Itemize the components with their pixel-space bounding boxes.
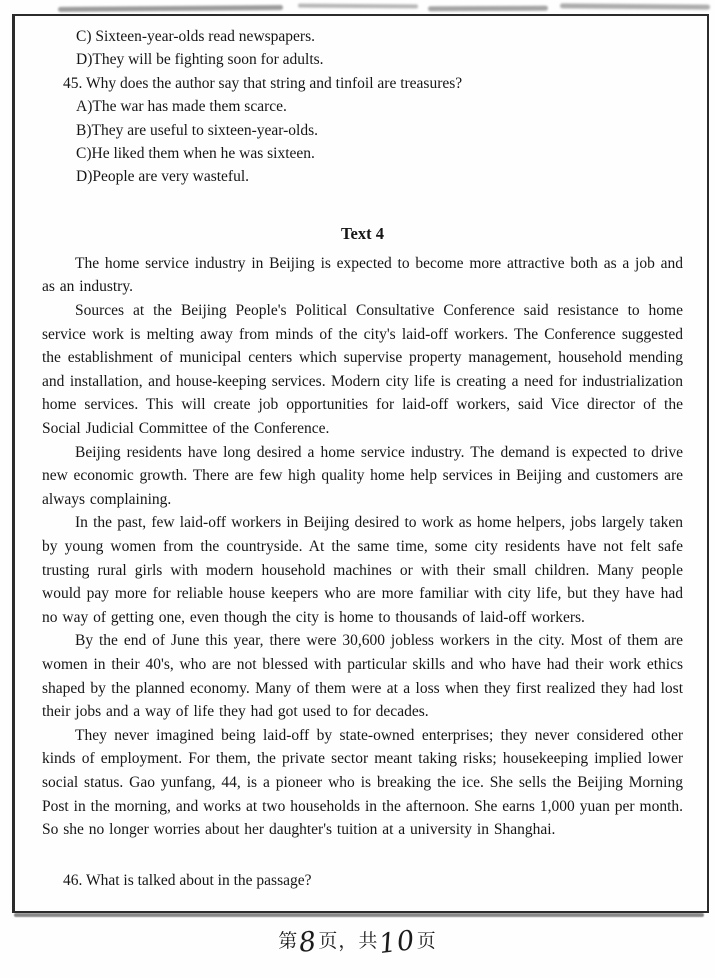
footer-text-prefix: 第: [278, 931, 299, 952]
scan-smudge: [298, 4, 418, 9]
scan-smudge: [58, 5, 283, 12]
passage-paragraph-1: The home service industry in Beijing is expected to become more attractive both as a job and as an industry.: [42, 254, 683, 296]
question-45-option-d: D)People are very wasteful.: [76, 168, 250, 186]
question-46: 46. What is talked about in the passage?: [63, 871, 312, 889]
scan-smudge: [428, 6, 548, 12]
passage-paragraph-4: In the past, few laid-off workers in Beijing desired to work as home helpers, jobs largely taken by young women from the countryside. At the same time, some city residents have not felt safe trusting rural girls with modern household machines or with their small children. Many people would pay more for reliable house keepers who are more familiar with city life, but they have had no way of getting one, even though the city is home to thousands of laid-off workers.: [42, 514, 683, 626]
question-45: 45. Why does the author say that string and tinfoil are treasures?: [63, 74, 463, 92]
passage-paragraph-3: Beijing residents have long desired a home service industry. The demand is expected to drive new economic growth. There are few high quality home help services in Beijing and customers are always complaining.: [42, 443, 683, 508]
question-45-option-c: C)He liked them when he was sixteen.: [76, 145, 315, 163]
passage-paragraph-2: Sources at the Beijing People's Political Consultative Conference said resistance to home service work is melting away from minds of the city's laid-off workers. The Conference suggested the establishment of municipal centers which supervise property management, household mending and installation, and house-keeping services. Modern city life is creating a need for industrialization home services. This will create job opportunities for laid-off workers, said Vice director of the Social Judicial Committee of the Conference.: [42, 302, 683, 437]
passage-body: [42, 252, 683, 842]
question-45-option-b: B)They are useful to sixteen-year-olds.: [76, 121, 319, 139]
passage-paragraph-6: They never imagined being laid-off by state-owned enterprises; they never considered other kinds of employment. For them, the private sector meant taking risks; housekeeping implied lower social status. Gao yunfang, 44, is a pioneer who is breaking the ice. She sells the Beijing Morning Post in the morning, and works at two households in the afternoon. She earns 1,000 yuan per month. So she no longer worries about her daughter's tuition at a university in Shanghai.: [42, 726, 683, 839]
page-footer: [0, 924, 715, 961]
passage-heading: Text 4: [341, 223, 384, 243]
question-44-option-d: D)They will be fighting soon for adults.: [76, 51, 324, 69]
footer-text-mid: 页，共: [318, 931, 379, 952]
footer-text-suffix: 页: [416, 931, 437, 952]
question-45-option-a: A)The war has made them scarce.: [76, 98, 287, 116]
handwritten-page-number: 8: [297, 926, 320, 959]
scan-smudge: [560, 3, 710, 9]
page-border-box: [12, 14, 709, 913]
scan-smudge: [14, 913, 704, 917]
handwritten-total-pages: 10: [377, 924, 418, 961]
question-44-option-c: C) Sixteen-year-olds read newspapers.: [76, 28, 315, 45]
passage-paragraph-5: By the end of June this year, there were 30,600 jobless workers in the city. Most of them are women in their 40's, who are not blessed with particular skills and who have had their work ethics shaped by the planned economy. Many of them were at a loss when they first realized they had lost their jobs and a way of life they had got used to for decades.: [42, 632, 683, 721]
